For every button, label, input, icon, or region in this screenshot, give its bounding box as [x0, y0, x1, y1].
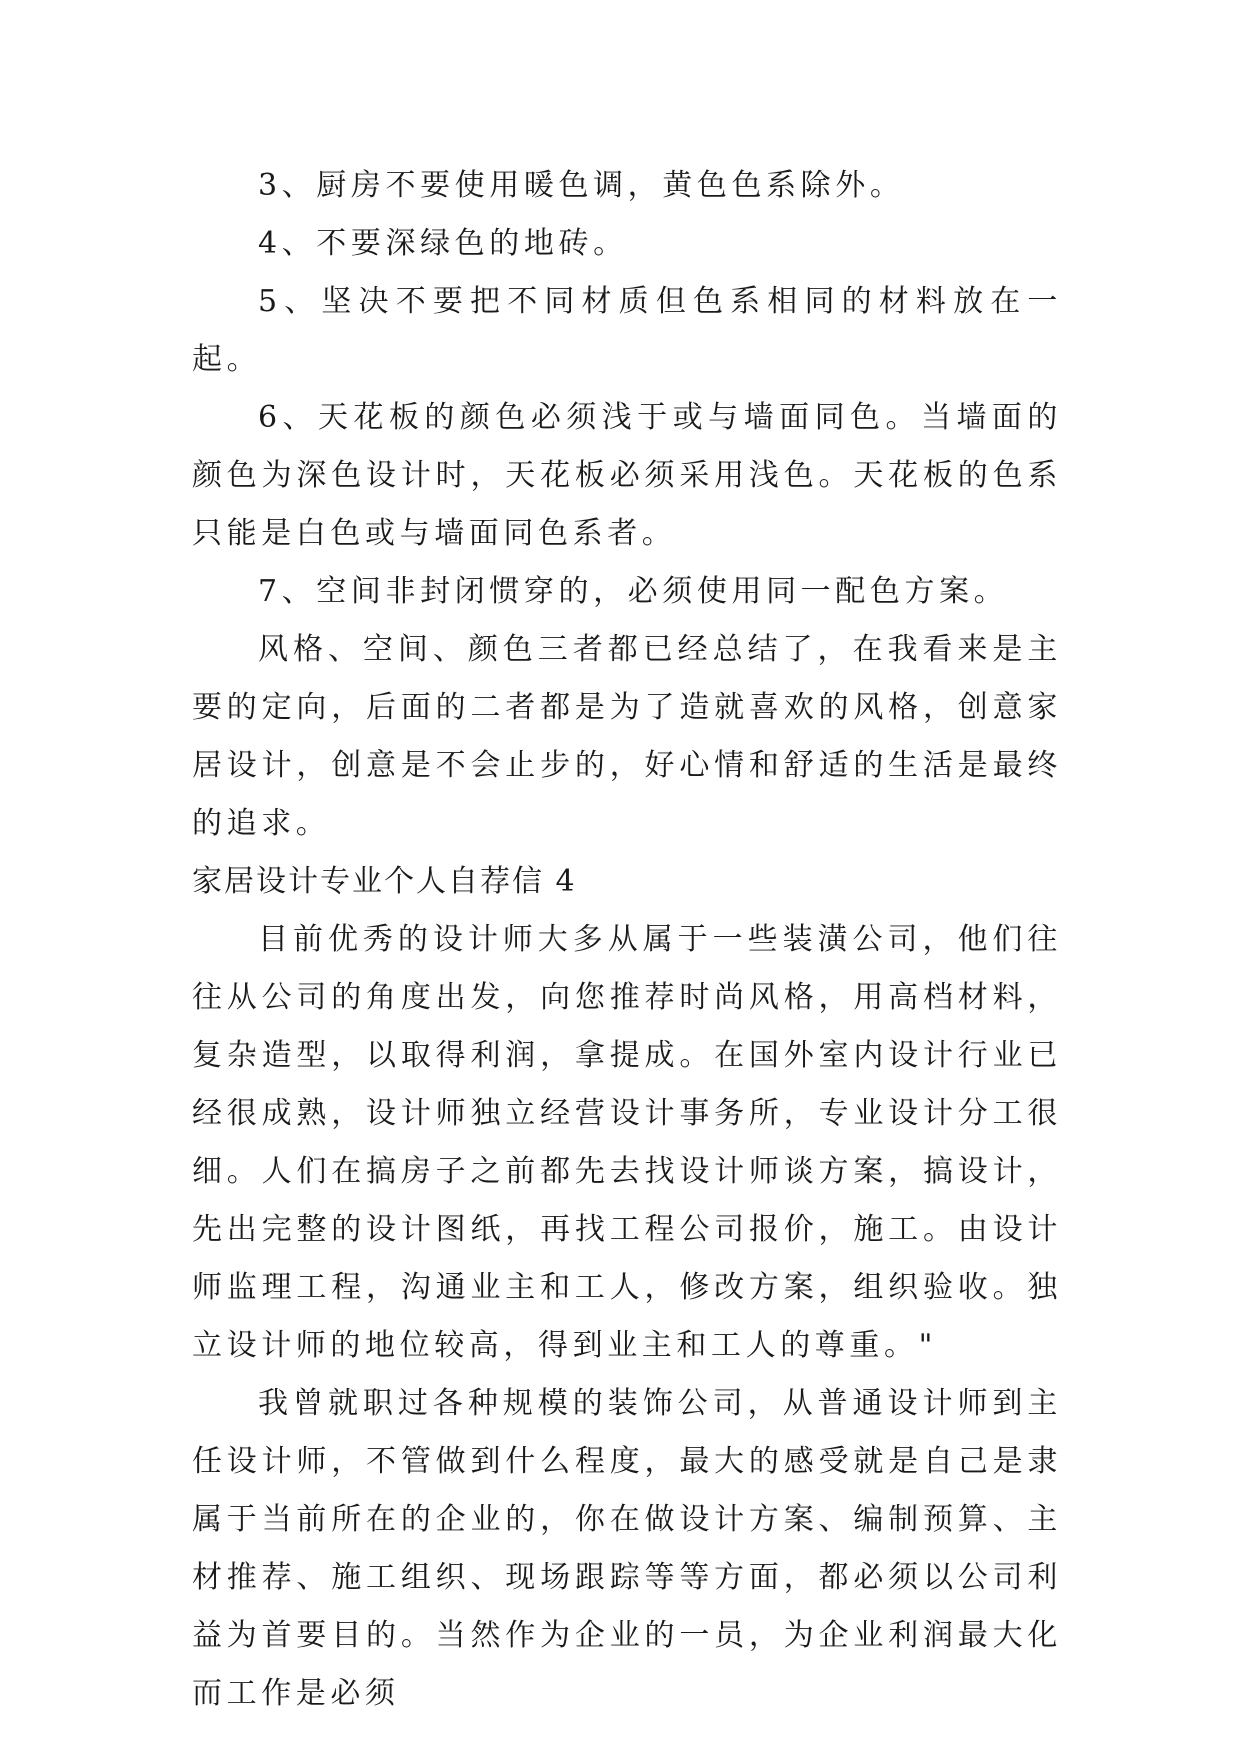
- paragraph-item-3: 3、厨房不要使用暖色调，黄色色系除外。: [258, 168, 905, 203]
- section-title: 家居设计专业个人自荐信 4: [192, 864, 577, 899]
- paragraph-item-4: 4、不要深绿色的地砖。: [258, 226, 628, 261]
- paragraph-item-5: 5、坚决不要把不同材质但色系相同的材料放在一起。: [192, 284, 1062, 377]
- document-body: [192, 157, 1062, 1723]
- paragraph-body-1: 目前优秀的设计师大多从属于一些装潢公司，他们往往从公司的角度出发，向您推荐时尚风格，用高档材料，复杂造型，以取得利润，拿提成。在国外室内设计行业已经很成熟，设计师独立经营设计事务所，专业设计分工很细。人们在搞房子之前都先去找设计师谈方案，搞设计，先出完整的设计图纸，再找工程公司报价，施工。由设计师监理工程，沟通业主和工人，修改方案，组织验收。独立设计师的地位较高，得到业主和工人的尊重。": [192, 922, 1062, 1363]
- paragraph-item-7: 7、空间非封闭惯穿的，必须使用同一配色方案。: [258, 574, 1009, 609]
- paragraph-body-2: 我曾就职过各种规模的装饰公司，从普通设计师到主任设计师，不管做到什么程度，最大的感受就是自己是隶属于当前所在的企业的，你在做设计方案、编制预算、主材推荐、施工组织、现场跟踪等等方面，都必须以公司利益为首要目的。当然作为企业的一员，为企业利润最大化而工作是必须: [192, 1386, 1062, 1711]
- paragraph-item-6: 6、天花板的颜色必须浅于或与墙面同色。当墙面的颜色为深色设计时，天花板必须采用浅色。天花板的色系只能是白色或与墙面同色系者。: [192, 400, 1062, 551]
- paragraph-summary: 风格、空间、颜色三者都已经总结了，在我看来是主要的定向，后面的二者都是为了造就喜欢的风格，创意家居设计，创意是不会止步的，好心情和舒适的生活是最终的追求。: [192, 632, 1062, 841]
